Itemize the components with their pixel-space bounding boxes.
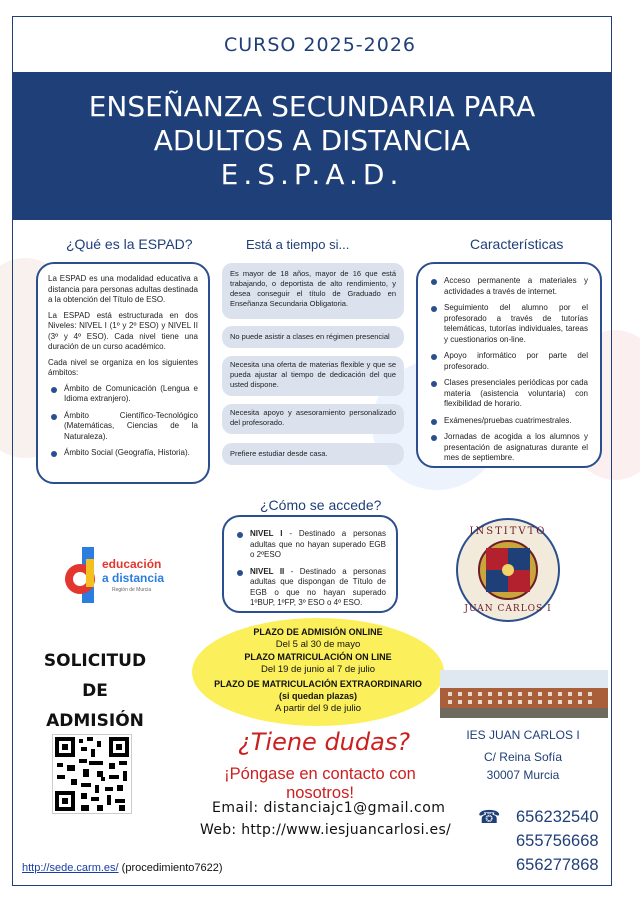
school-city: 30007 Murcia: [486, 768, 560, 782]
areas-list: [48, 384, 198, 459]
on-time-item: Necesita una oferta de materias flexible y que se pueda ajustar al tiempo de dedicación del que usted dispone.: [222, 356, 404, 396]
features-box: [416, 262, 602, 468]
on-time-item: Necesita apoyo y asesoramiento personalizado del profesorado.: [222, 404, 404, 434]
list-item: Seguimiento del alumno por el profesorado a través de tutorías telemáticas, tutorías individuales, tareas y cuestionarios on-line.: [428, 303, 588, 345]
list-item: [234, 529, 386, 561]
level2-label: NIVEL II: [250, 566, 285, 576]
level1-label: NIVEL I: [250, 529, 283, 538]
list-item: Acceso permanente a materiales y actividades a través de internet.: [428, 276, 588, 297]
qr-code-icon: [53, 735, 131, 813]
title-line-1: ENSEÑANZA SECUNDARIA PARA: [88, 90, 536, 123]
what-is-p3: Cada nivel se organiza en los siguientes ámbitos:: [48, 357, 198, 377]
extra-enrolment-title: PLAZO DE MATRICULACIÓN EXTRAORDINARIO: [214, 679, 422, 689]
on-time-item: Es mayor de 18 años, mayor de 16 que está trabajando, o deportista de alto rendimiento, y desea conseguir el título de Graduado en Enseñanza Secundaria Obligatoria.: [222, 263, 404, 319]
school-street: C/ Reina Sofía: [483, 750, 563, 764]
extra-enrolment-note: (si quedan plazas): [278, 691, 358, 701]
phone-icon: ☎: [478, 807, 501, 827]
list-item: Jornadas de acogida a los alumnos y presentación de asignaturas durante el mes de septiembre.: [428, 432, 588, 464]
extra-enrolment-dates: A partir del 9 de julio: [274, 703, 362, 714]
edu-logo-line3: Región de Murcia: [112, 587, 152, 593]
enrolment-dates: Del 19 de junio al 7 de julio: [260, 664, 376, 675]
online-admission-dates: Del 5 al 30 de mayo: [275, 639, 361, 650]
school-building-photo: [440, 670, 608, 718]
phone-number[interactable]: 655756668: [516, 832, 599, 850]
what-is-p1: La ESPAD es una modalidad educativa a distancia para personas adultas destinada a la obtención del Título de ESO.: [48, 274, 198, 304]
application-line2: ADMISIÓN: [46, 711, 144, 731]
what-is-box: [36, 262, 210, 484]
list-item: Exámenes/pruebas cuatrimestrales.: [428, 416, 588, 427]
edu-logo-line1: educación: [102, 557, 162, 571]
seal-bottom-text: JUAN CARLOS I: [464, 604, 552, 614]
list-item: [234, 567, 386, 609]
course-year: CURSO 2025-2026: [224, 34, 416, 56]
edu-logo-line2: a distancia: [102, 571, 165, 585]
sede-link[interactable]: http://sede.carm.es/: [22, 862, 119, 874]
list-item: Clases presenciales periódicas por cada materia (asistencia voluntaria) con flexibilidad de horario.: [428, 378, 588, 410]
access-box: [222, 515, 398, 613]
online-admission-title: PLAZO DE ADMISIÓN ONLINE: [253, 627, 383, 637]
institute-seal: [456, 518, 560, 622]
footer: [22, 862, 223, 874]
procedure-code: (procedimiento7622): [118, 862, 223, 874]
what-is-p2: La ESPAD está estructurada en dos Niveles: NIVEL I (1º y 2º ESO) y NIVEL II (3º y 4º ESO). Cada nivel tiene una duración de un curso académico.: [48, 310, 198, 351]
list-item: Ámbito Científico-Tecnológico (Matemáticas, Ciencias de la Naturaleza).: [48, 411, 198, 443]
phone-number[interactable]: 656232540: [516, 808, 599, 826]
on-time-heading: Está a tiempo si...: [246, 237, 350, 252]
enrolment-title: PLAZO MATRICULACIÓN ON LINE: [244, 652, 392, 662]
website-link[interactable]: Web: http://www.iesjuancarlosi.es/: [200, 822, 452, 838]
seal-top-text: INSTITVTO: [469, 526, 547, 537]
title-line-2: ADULTOS A DISTANCIA: [153, 124, 471, 157]
level1-text: - Destinado a personas adultas que no hayan superado EGB o 2ºESO: [250, 529, 386, 559]
list-item: Apoyo informático por parte del profesorado.: [428, 351, 588, 372]
educacion-distancia-logo: [60, 545, 180, 605]
level2-text: - Destinado a personas adultas que dispongan de Título de EGB o que no hayan superado 1ºBUP, 1ºFP, 3º ESO o 4º ESO.: [250, 566, 386, 607]
title-banner: [12, 72, 612, 220]
qr-code[interactable]: [52, 734, 132, 814]
seal-shield: [478, 540, 538, 600]
phone-number[interactable]: 656277868: [516, 856, 599, 874]
phone-numbers: [516, 805, 616, 877]
building-image: [440, 670, 608, 718]
list-item: Ámbito Social (Geografía, Historia).: [48, 448, 198, 459]
access-heading: ¿Cómo se accede?: [260, 497, 382, 513]
school-address: [448, 726, 598, 784]
email-contact[interactable]: Email: distanciajc1@gmail.com: [212, 800, 446, 816]
list-item: Ámbito de Comunicación (Lengua e Idioma extranjero).: [48, 384, 198, 405]
features-list: [428, 276, 588, 464]
contact-cta: ¡Póngase en contacto con nosotros!: [224, 765, 416, 802]
features-heading: Características: [470, 236, 564, 252]
application-line1: SOLICITUD DE: [43, 651, 147, 701]
dates-block: [192, 626, 444, 715]
on-time-item: No puede asistir a clases en régimen presencial: [222, 326, 404, 348]
access-list: [234, 529, 386, 609]
title-line-3: E.S.P.A.D.: [220, 158, 404, 191]
shield-icon: [480, 542, 536, 598]
on-time-item: Prefiere estudiar desde casa.: [222, 443, 404, 465]
what-is-heading: ¿Qué es la ESPAD?: [66, 236, 193, 252]
school-name: IES JUAN CARLOS I: [466, 728, 580, 742]
questions-heading: ¿Tiene dudas?: [238, 728, 411, 756]
